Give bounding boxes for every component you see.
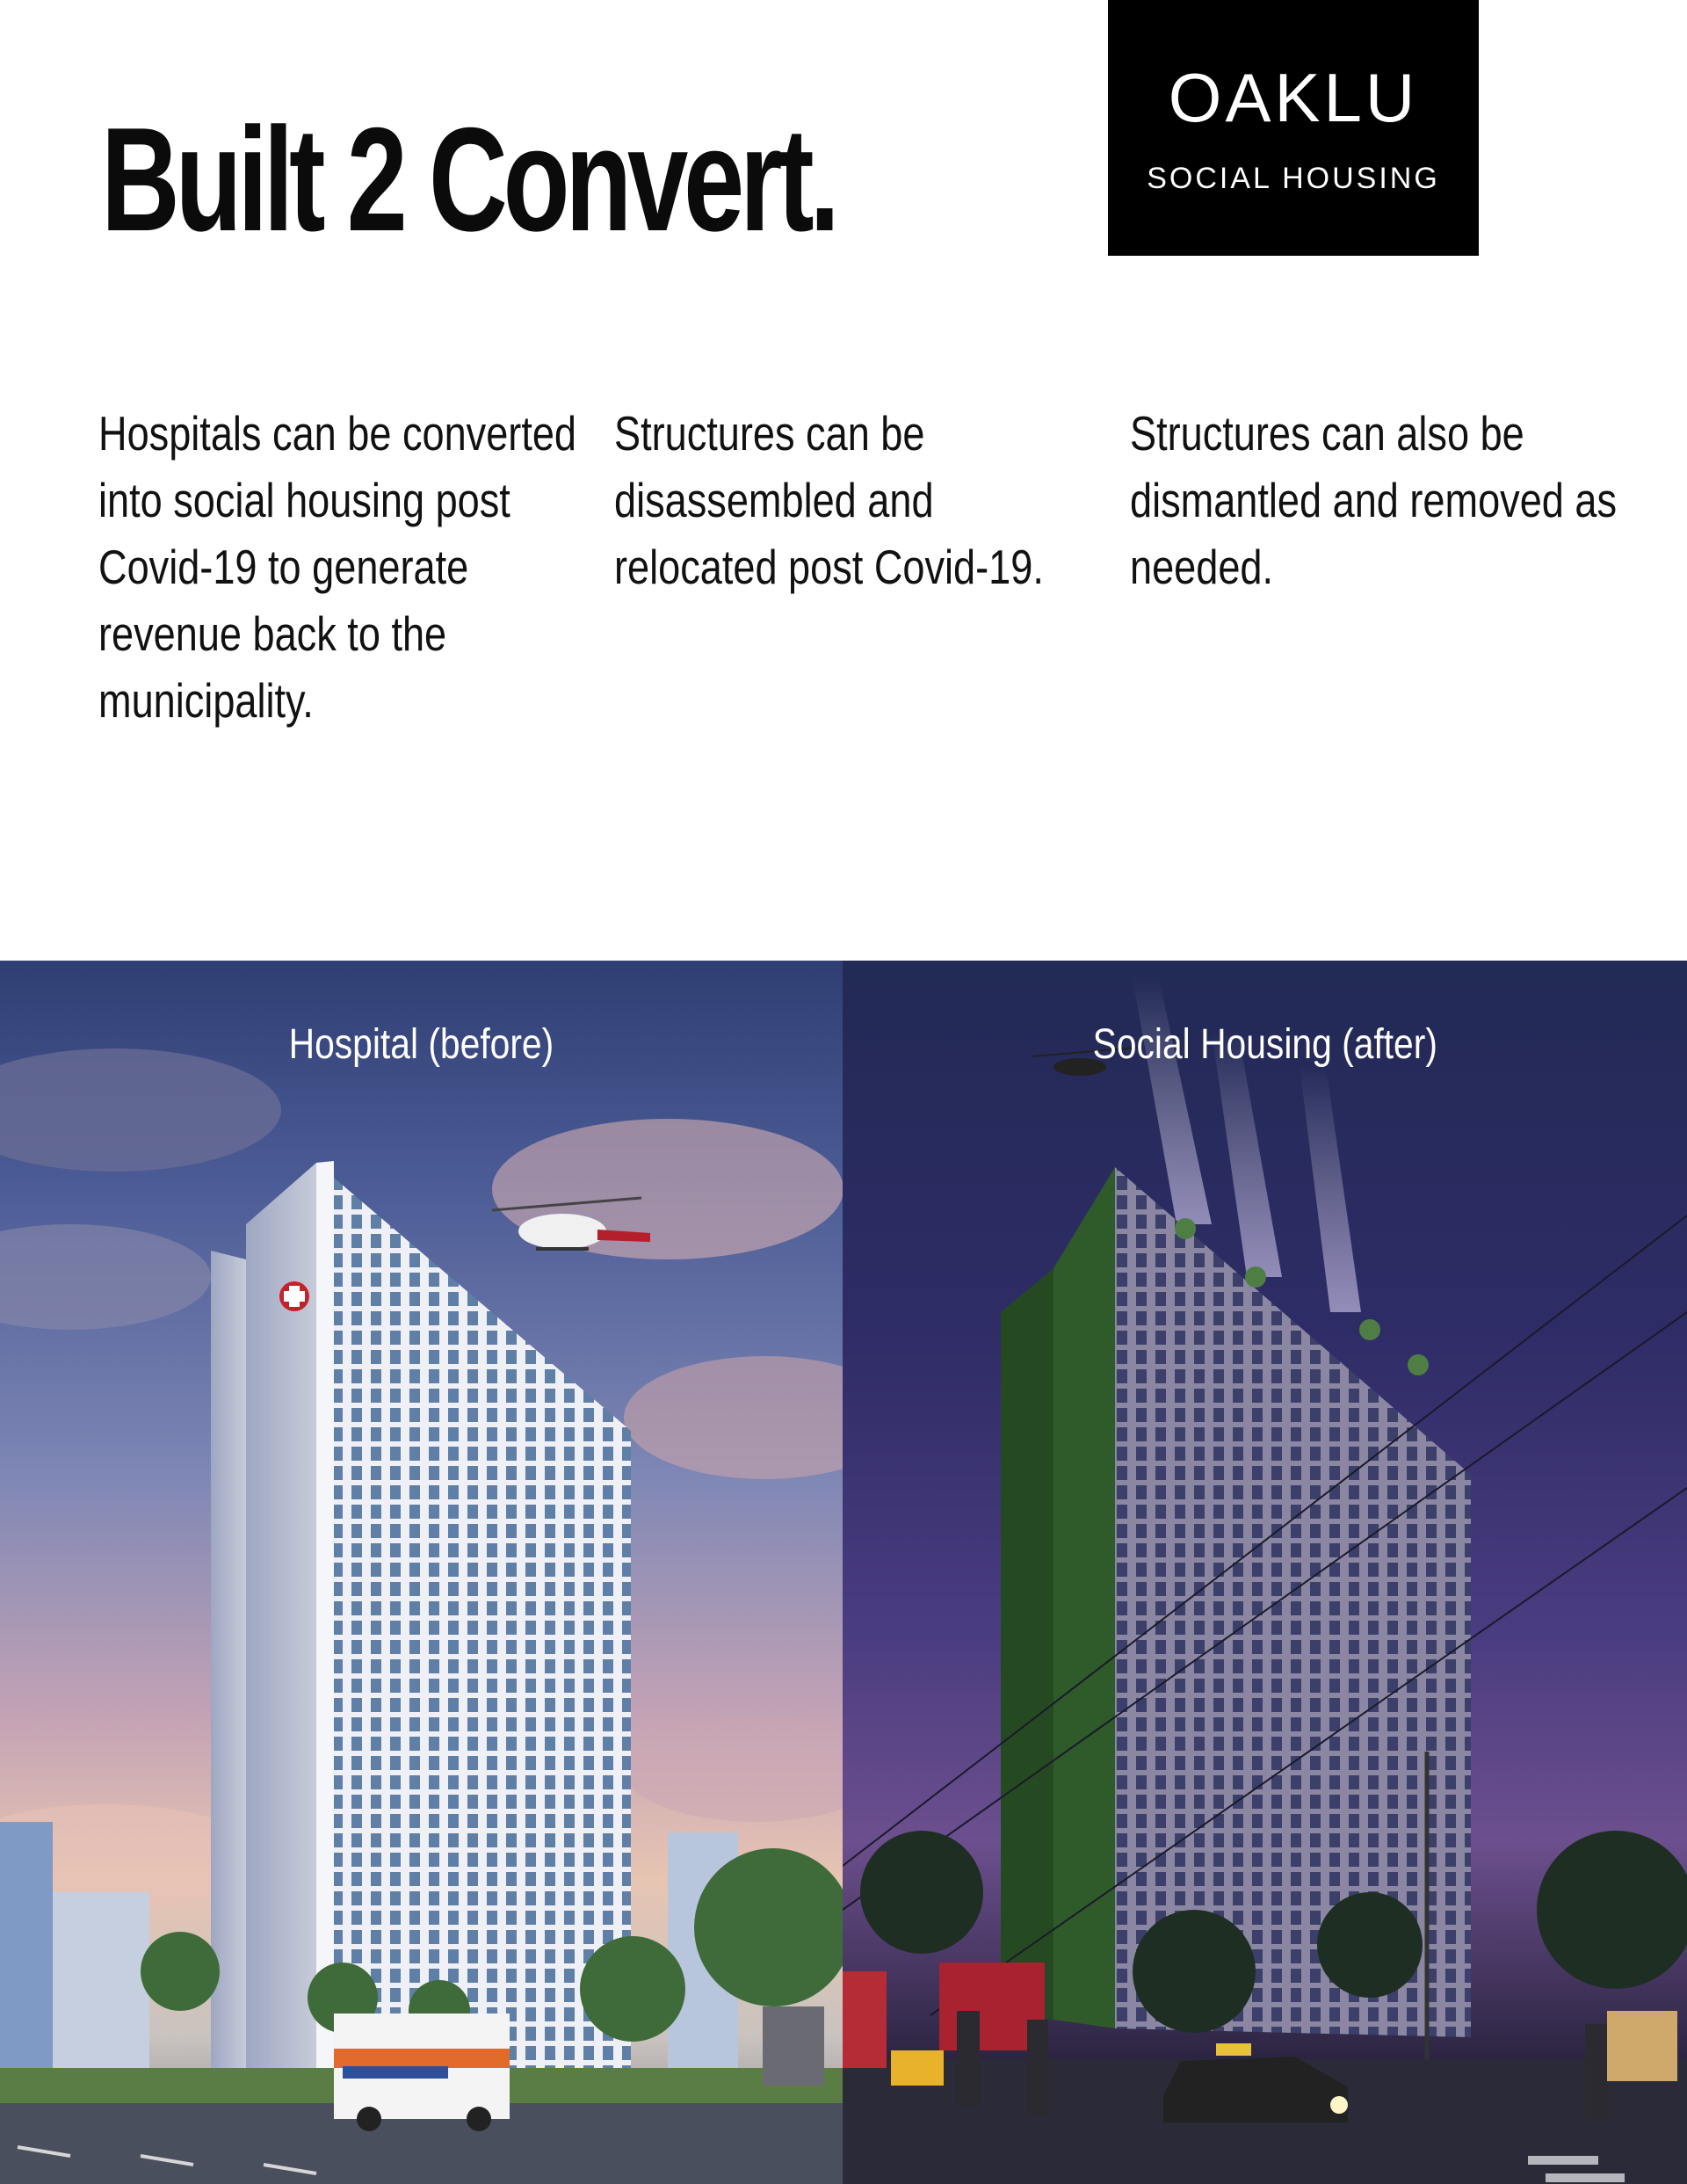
after-caption <box>843 1021 1687 1068</box>
oaklu-logo <box>1108 0 1479 256</box>
logo-brand: OAKLU <box>1168 59 1419 136</box>
column-2-text: Structures can be disassembled and relocated post Covid-19. <box>614 406 1044 594</box>
social-housing-scene-illustration <box>843 961 1687 2184</box>
before-caption-text: Hospital (before) <box>288 1021 554 1068</box>
hospital-scene-illustration <box>0 961 843 2184</box>
logo-tagline: SOCIAL HOUSING <box>1147 162 1440 195</box>
column-3-text: Structures can also be dismantled and removed as needed. <box>1130 406 1618 594</box>
before-caption <box>0 1021 843 1068</box>
text-column-1 <box>98 400 590 734</box>
social-housing-after-image <box>843 961 1687 2184</box>
text-column-2 <box>614 400 1106 600</box>
hospital-before-image <box>0 961 843 2184</box>
text-column-3 <box>1130 400 1622 600</box>
page-headline: Built 2 Convert. <box>101 97 836 262</box>
after-caption-text: Social Housing (after) <box>1092 1021 1437 1068</box>
column-1-text: Hospitals can be converted into social housing post Covid-19 to generate revenue back to the municipality. <box>98 406 577 728</box>
